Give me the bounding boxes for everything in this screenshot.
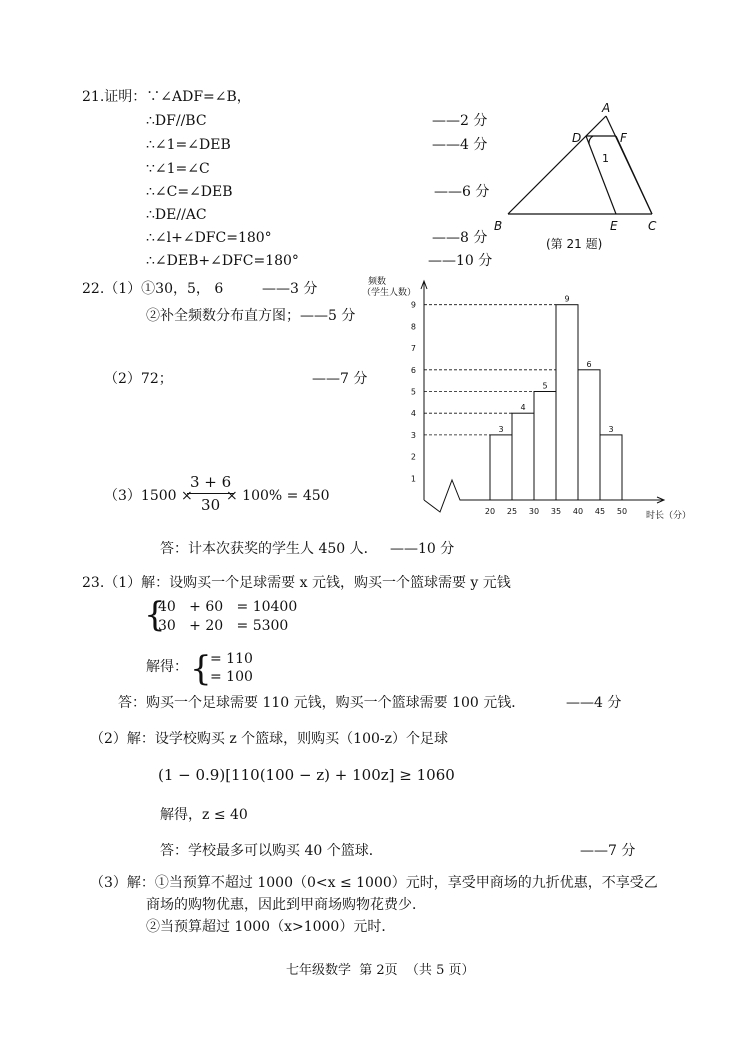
x-tick-label: 50 — [616, 507, 628, 516]
label-a: A — [602, 101, 611, 115]
q21-score-6: ——6 分 — [434, 184, 490, 200]
x-tick-label: 30 — [528, 507, 540, 516]
system-brace-2: { — [190, 649, 212, 689]
bar-value-label: 6 — [586, 359, 592, 369]
system-brace-1: { — [144, 595, 166, 635]
q23-part2-inequality: (1 − 0.9)[110(100 − z) + 100z] ≥ 1060 — [158, 766, 455, 784]
x-tick-label: 20 — [484, 507, 496, 516]
q22-part3-suffix: × 100% = 450 — [226, 488, 330, 504]
label-angle-1: 1 — [602, 152, 609, 165]
q21-score-10: ——10 分 — [428, 253, 493, 269]
q23-system2-line2: = 100 — [210, 669, 253, 685]
q22-part2-score: ——7 分 — [312, 371, 368, 387]
q23-system1-line2: 30 + 20 = 5300 — [158, 618, 289, 634]
histogram-bar-25-30 — [512, 413, 534, 500]
q22-part1a: 22.（1）①30，5， 6 — [82, 281, 224, 297]
x-tick-label: 35 — [550, 507, 562, 516]
histogram-bar-35-40 — [556, 305, 578, 500]
q21-score-4: ——4 分 — [432, 137, 488, 153]
q23-part2-solve: 解得，z ≤ 40 — [160, 807, 248, 823]
q21-line-5: ∴∠C=∠DEB — [146, 184, 233, 200]
q22-answer-score: ——10 分 — [390, 541, 455, 557]
q21-line-2: ∴DF//BC — [146, 113, 207, 129]
x-tick-label: 45 — [594, 507, 606, 516]
y-tick-label: 9 — [410, 300, 416, 310]
fraction-denominator: 30 — [201, 496, 221, 514]
q23-part3-line2: 商场的购物优惠，因此到甲商场购物花费少． — [146, 897, 426, 913]
x-tick-label: 25 — [506, 507, 518, 516]
q21-figure — [490, 96, 670, 256]
label-c: C — [648, 219, 657, 233]
q21-line-6: ∴DE//AC — [146, 207, 207, 223]
y-tick-label: 7 — [410, 344, 416, 354]
label-b: B — [494, 219, 503, 233]
y-tick-label: 4 — [410, 409, 416, 419]
q23-system2-line1: = 110 — [210, 651, 253, 667]
q23-part3-line1: （3）解：①当预算不超过 1000（0<x ≤ 1000）元时，享受甲商场的九折优惠，不享受乙 — [90, 875, 658, 891]
segment-de — [586, 136, 616, 214]
x-axis-title: 时长（分） — [646, 511, 692, 521]
q23-part2-score: ——7 分 — [580, 843, 636, 859]
q21-line-3: ∴∠1=∠DEB — [146, 137, 231, 153]
q23-part3-line3: ②当预算超过 1000（x>1000）元时． — [146, 919, 396, 935]
q21-line-8: ∴∠DEB+∠DFC=180° — [146, 253, 299, 269]
frequency-histogram — [360, 270, 692, 530]
label-f: F — [620, 131, 627, 145]
y-tick-label: 1 — [410, 474, 416, 484]
q22-part1b: ②补全频数分布直方图；——5 分 — [146, 308, 356, 324]
q22-part3-prefix: （3）1500 × — [104, 488, 193, 504]
y-axis-subtitle: （学生人数） — [362, 288, 417, 298]
q21-line-1: 21.证明：∵∠ADF=∠B， — [82, 89, 251, 105]
y-tick-label: 5 — [410, 387, 416, 397]
q21-line-7: ∴∠l+∠DFC=180° — [146, 230, 272, 246]
bar-value-label: 5 — [542, 381, 548, 391]
angle-1-arc — [589, 136, 593, 144]
bar-value-label: 3 — [498, 424, 504, 434]
figure-caption: (第 21 题) — [546, 237, 603, 251]
y-tick-label: 6 — [410, 365, 416, 375]
q23-system1-line1: 40 + 60 = 10400 — [158, 599, 298, 615]
label-e: E — [610, 219, 618, 233]
x-tick-label: 40 — [572, 507, 584, 516]
q23-part1-score: ——4 分 — [566, 695, 622, 711]
q21-score-2: ——2 分 — [432, 113, 488, 129]
page-footer: 七年级数学 第 2页 （共 5 页） — [286, 963, 475, 978]
q23-part1-answer: 答：购买一个足球需要 110 元钱，购买一个篮球需要 100 元钱． — [118, 695, 526, 711]
y-tick-label: 3 — [410, 430, 416, 440]
histogram-bar-20-25 — [490, 435, 512, 500]
histogram-bar-30-35 — [534, 392, 556, 501]
bar-value-label: 3 — [608, 424, 614, 434]
q23-part2-answer: 答：学校最多可以购买 40 个篮球． — [160, 843, 383, 859]
segment-fc — [616, 136, 652, 214]
y-axis-title: 频数 — [368, 277, 387, 287]
side-ab — [508, 116, 606, 214]
fraction-numerator: 3 + 6 — [187, 472, 234, 494]
histogram-bar-45-50 — [600, 435, 622, 500]
q21-line-4: ∵∠1=∠C — [146, 161, 210, 177]
bar-value-label: 4 — [520, 403, 526, 413]
bar-value-label: 9 — [564, 294, 570, 304]
y-tick-label: 2 — [410, 452, 416, 462]
q23-solve-label: 解得： — [146, 659, 188, 675]
q22-answer: 答：计本次获奖的学生人 450 人． — [160, 541, 378, 557]
q23-part2-head: （2）解：设学校购买 z 个篮球，则购买（100-z）个足球 — [90, 731, 449, 747]
histogram-bar-40-45 — [578, 370, 600, 500]
label-d: D — [572, 131, 582, 145]
q22-part2: （2）72； — [104, 371, 173, 387]
q23-part1-head: 23.（1）解：设购买一个足球需要 x 元钱，购买一个篮球需要 y 元钱 — [82, 575, 511, 591]
q21-score-8: ——8 分 — [432, 230, 488, 246]
q22-part1a-score: ——3 分 — [262, 281, 318, 297]
y-tick-label: 8 — [410, 322, 416, 332]
